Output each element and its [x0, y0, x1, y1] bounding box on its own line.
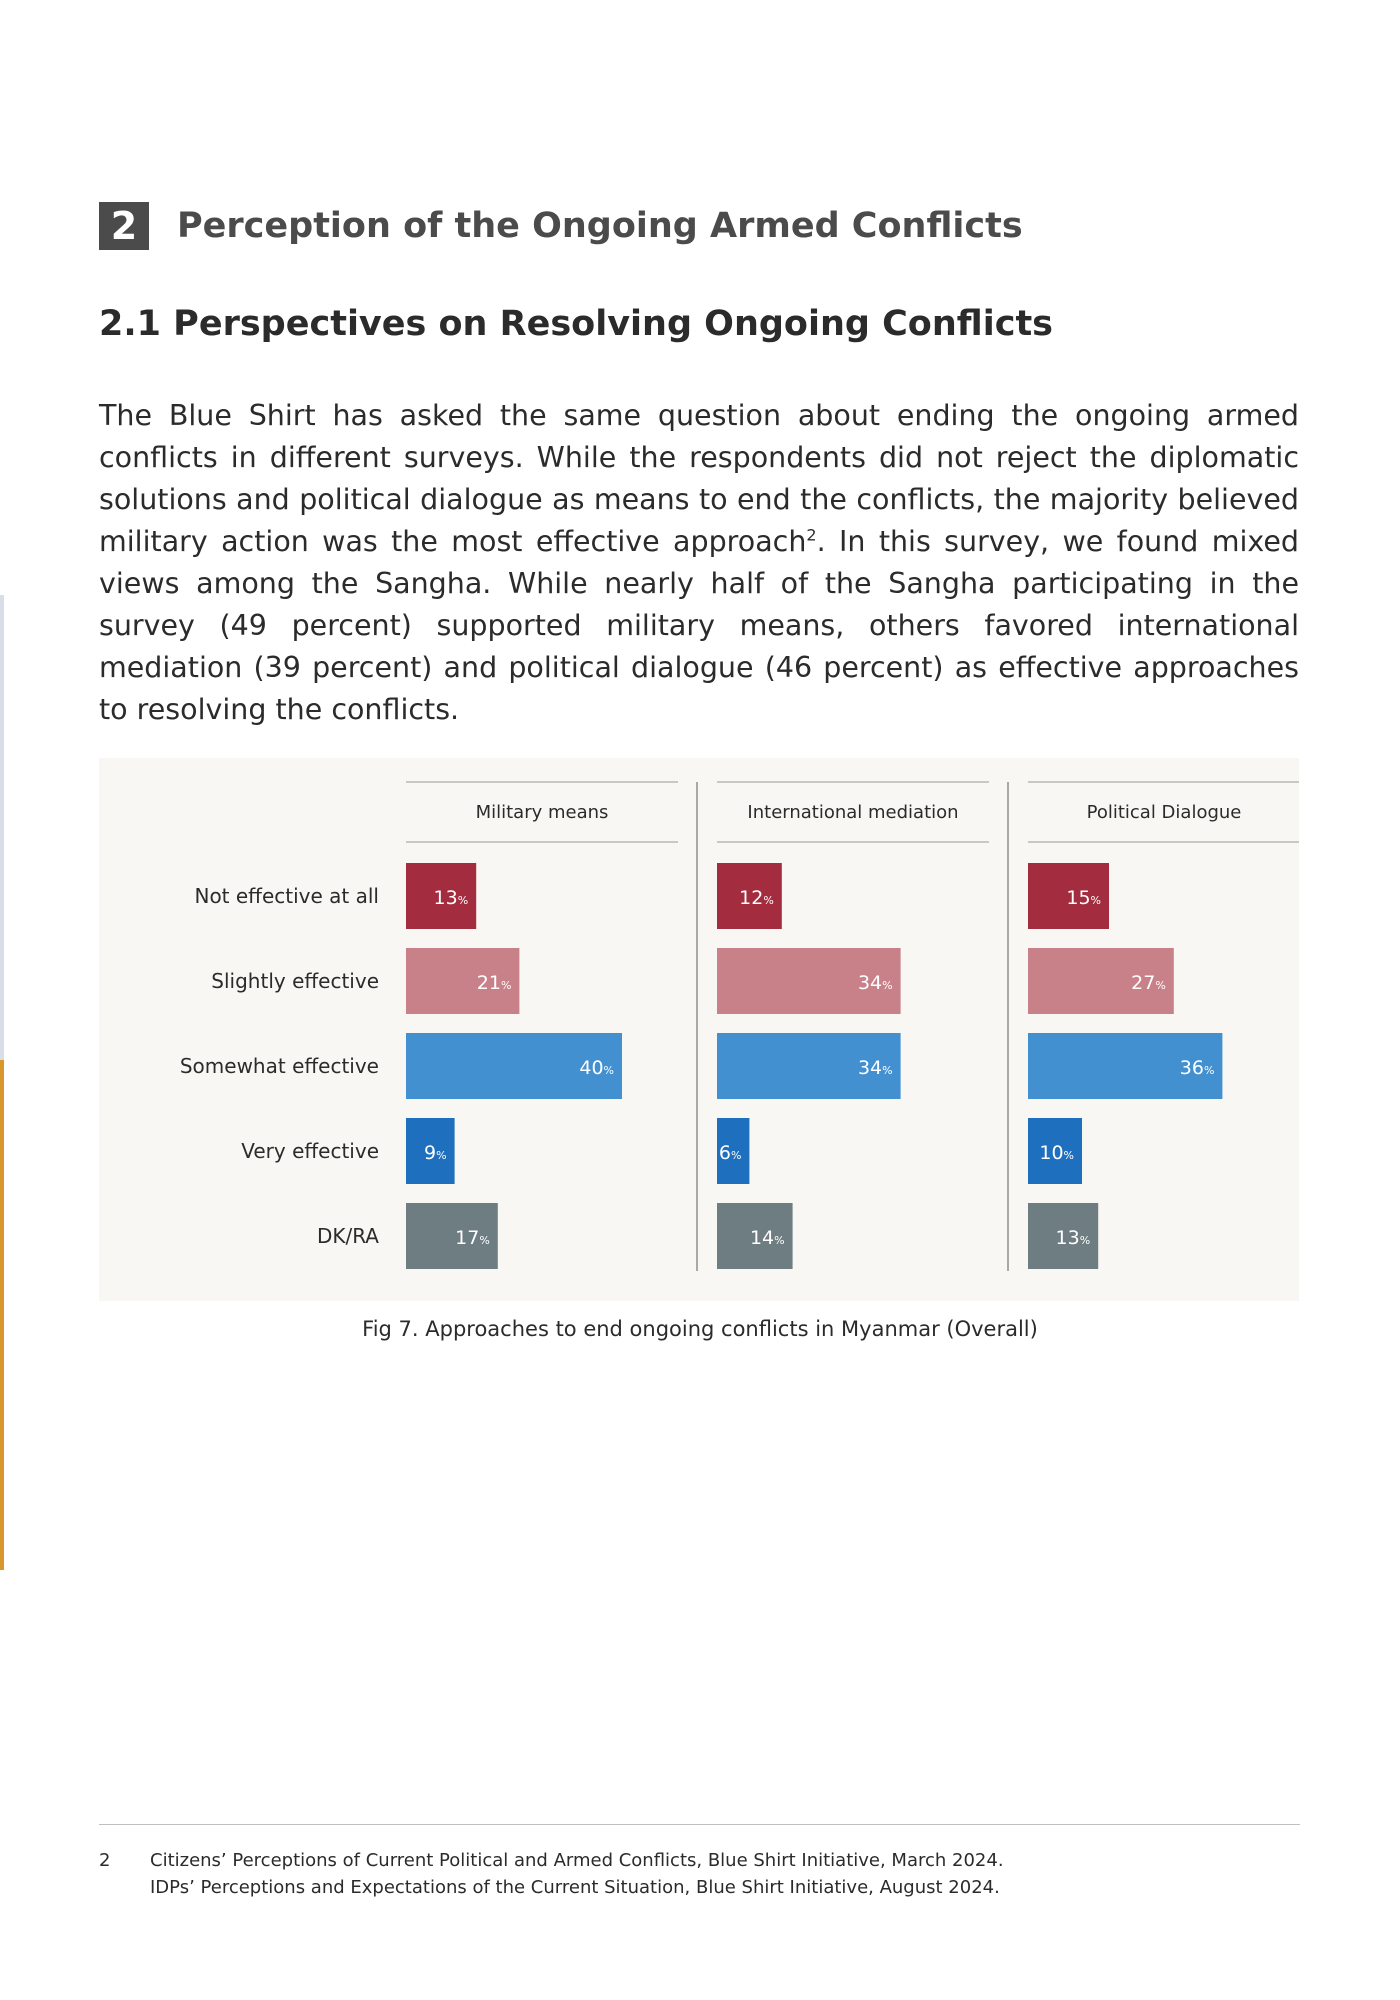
category-label: Not effective at all [194, 884, 379, 908]
data-label: 9% [424, 1142, 447, 1164]
category-label: Very effective [241, 1139, 379, 1163]
category-label: Somewhat effective [179, 1054, 379, 1078]
left-edge-accent-top [0, 595, 4, 1060]
data-label: 12% [739, 887, 774, 909]
data-label: 21% [476, 972, 512, 994]
data-label: 13% [433, 887, 469, 909]
data-label: 15% [1066, 887, 1101, 909]
approaches-chart [99, 758, 1299, 1301]
data-label: 6% [718, 1142, 742, 1164]
category-label: Slightly effective [211, 969, 379, 993]
figure-caption: Fig 7. Approaches to end ongoing conflicts in Myanmar (Overall) [362, 1317, 1038, 1341]
footnote-reference: 2 [806, 525, 817, 545]
data-label: 34% [857, 1057, 893, 1079]
subsection-title: 2.1 Perspectives on Resolving Ongoing Conflicts [99, 304, 1054, 344]
data-label: 40% [579, 1057, 614, 1079]
data-label: 17% [455, 1227, 490, 1249]
body-text-part-2: . In this survey, we found mixed views among the Sangha. While nearly half of the Sangha participating in the survey (49 percent) supported military means, others favored international mediation (39 percent) and political dialogue (46 percent) as effective approaches to resolving the conflicts. [99, 525, 1299, 726]
section-title: Perception of the Ongoing Armed Conflicts [177, 206, 1023, 246]
data-label: 36% [1179, 1057, 1215, 1079]
left-edge-accent-bottom [0, 1060, 4, 1570]
series-header: International mediation [747, 802, 959, 823]
footnote-line: IDPs’ Perceptions and Expectations of the Current Situation, Blue Shirt Initiative, August 2024. [150, 1877, 1000, 1898]
data-label: 14% [749, 1227, 785, 1249]
series-header: Political Dialogue [1086, 802, 1242, 823]
section-number-badge: 2 [99, 202, 149, 250]
category-label: DK/RA [316, 1224, 379, 1248]
footnote-line: Citizens’ Perceptions of Current Political and Armed Conflicts, Blue Shirt Initiative, March 2024. [150, 1850, 1004, 1871]
footnote-number: 2 [99, 1850, 111, 1871]
section-heading [99, 202, 1023, 250]
chart-panel [99, 758, 1299, 1301]
body-paragraph [99, 395, 1299, 731]
data-label: 27% [1131, 972, 1166, 994]
series-header: Military means [475, 802, 609, 823]
data-label: 10% [1039, 1142, 1074, 1164]
footnote-divider [99, 1824, 1300, 1825]
data-label: 13% [1055, 1227, 1091, 1249]
body-text-part-1: The Blue Shirt has asked the same question about ending the ongoing armed conflicts in different surveys. While the respondents did not reject the diplomatic solutions and political dialogue as means to end the conflicts, the majority believed military action was the most effective approach [99, 399, 1299, 558]
data-label: 34% [857, 972, 893, 994]
